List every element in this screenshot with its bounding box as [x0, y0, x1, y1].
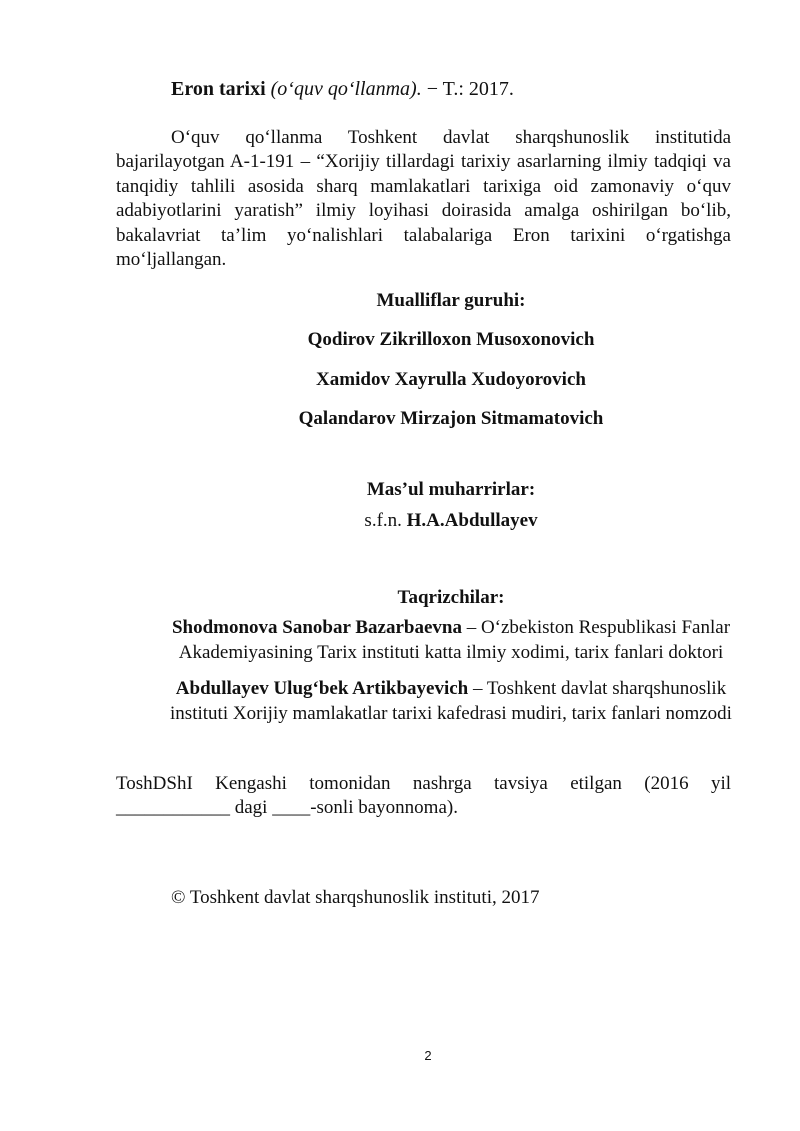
editors-heading: Mas’ul muharrirlar:: [366, 479, 536, 500]
book-subtitle: (o‘quv qo‘llanma).: [270, 78, 422, 100]
approval-line: ToshDShI Kengashi tomonidan nashrga tavsiya etilgan (2016 yil: [116, 773, 731, 794]
author-name: Qalandarov Mirzajon Sitmamatovich: [298, 408, 604, 429]
reviewer-details-continued: Akademiyasining Tarix instituti katta ilmiy xodimi, tarix fanlari doktori: [178, 641, 724, 663]
reviewer-name: Shodmonova Sanobar Bazarbaevna: [171, 617, 462, 638]
book-title: Eron tarixi: [171, 78, 266, 100]
book-title-line: [171, 77, 514, 101]
authors-heading: Mualliflar guruhi:: [376, 290, 526, 311]
reviewer-line: [116, 616, 786, 641]
editor-name: H.A.Abdullayev: [406, 510, 538, 531]
approval-note: [116, 772, 731, 820]
reviewer-details: – O‘zbekiston Respublikasi Fanlar: [461, 617, 731, 638]
reviewer-line: [116, 677, 786, 702]
approval-line-2: ____________ dagi ____-sonli bayonnoma).: [116, 797, 458, 818]
reviewers-heading: Taqrizchilar:: [397, 587, 505, 608]
reviewer-entry: [116, 616, 786, 665]
copyright-notice: © Toshkent davlat sharqshunoslik instituti, 2017: [171, 887, 540, 908]
editor-degree: s.f.n.: [364, 510, 402, 531]
publication-info: − T.: 2017.: [426, 78, 514, 100]
reviewer-details-continued: instituti Xorijiy mamlakatlar tarixi kafedrasi mudiri, tarix fanlari nomzodi: [170, 702, 732, 724]
editor-line: [116, 509, 786, 533]
description-paragraph: O‘quv qo‘llanma Toshkent davlat sharqshunoslik institutida bajarilayotgan A-1-191 – “Xorijiy tillardagi tarixiy asarlarning ilmiy tadqiqi va tanqidiy tahlili asosida sharq mamlakatlari tarixiga oid zamonaviy o‘quv adabiyotlarini yaratish” ilmiy loyihasi doirasida amalga oshirilgan bo‘lib, bakalavriat ta’lim yo‘nalishlari talabalariga Eron tarixini o‘rgatishga mo‘ljallangan.: [116, 127, 731, 271]
reviewer-details: – Toshkent davlat sharqshunoslik: [468, 678, 727, 699]
reviewer-entry: [116, 677, 786, 726]
reviewer-name: Abdullayev Ulug‘bek Artikbayevich: [175, 678, 469, 699]
author-name: Xamidov Xayrulla Xudoyorovich: [316, 369, 586, 390]
author-name: Qodirov Zikrilloxon Musoxonovich: [307, 329, 595, 350]
page-number: 2: [424, 1048, 432, 1063]
